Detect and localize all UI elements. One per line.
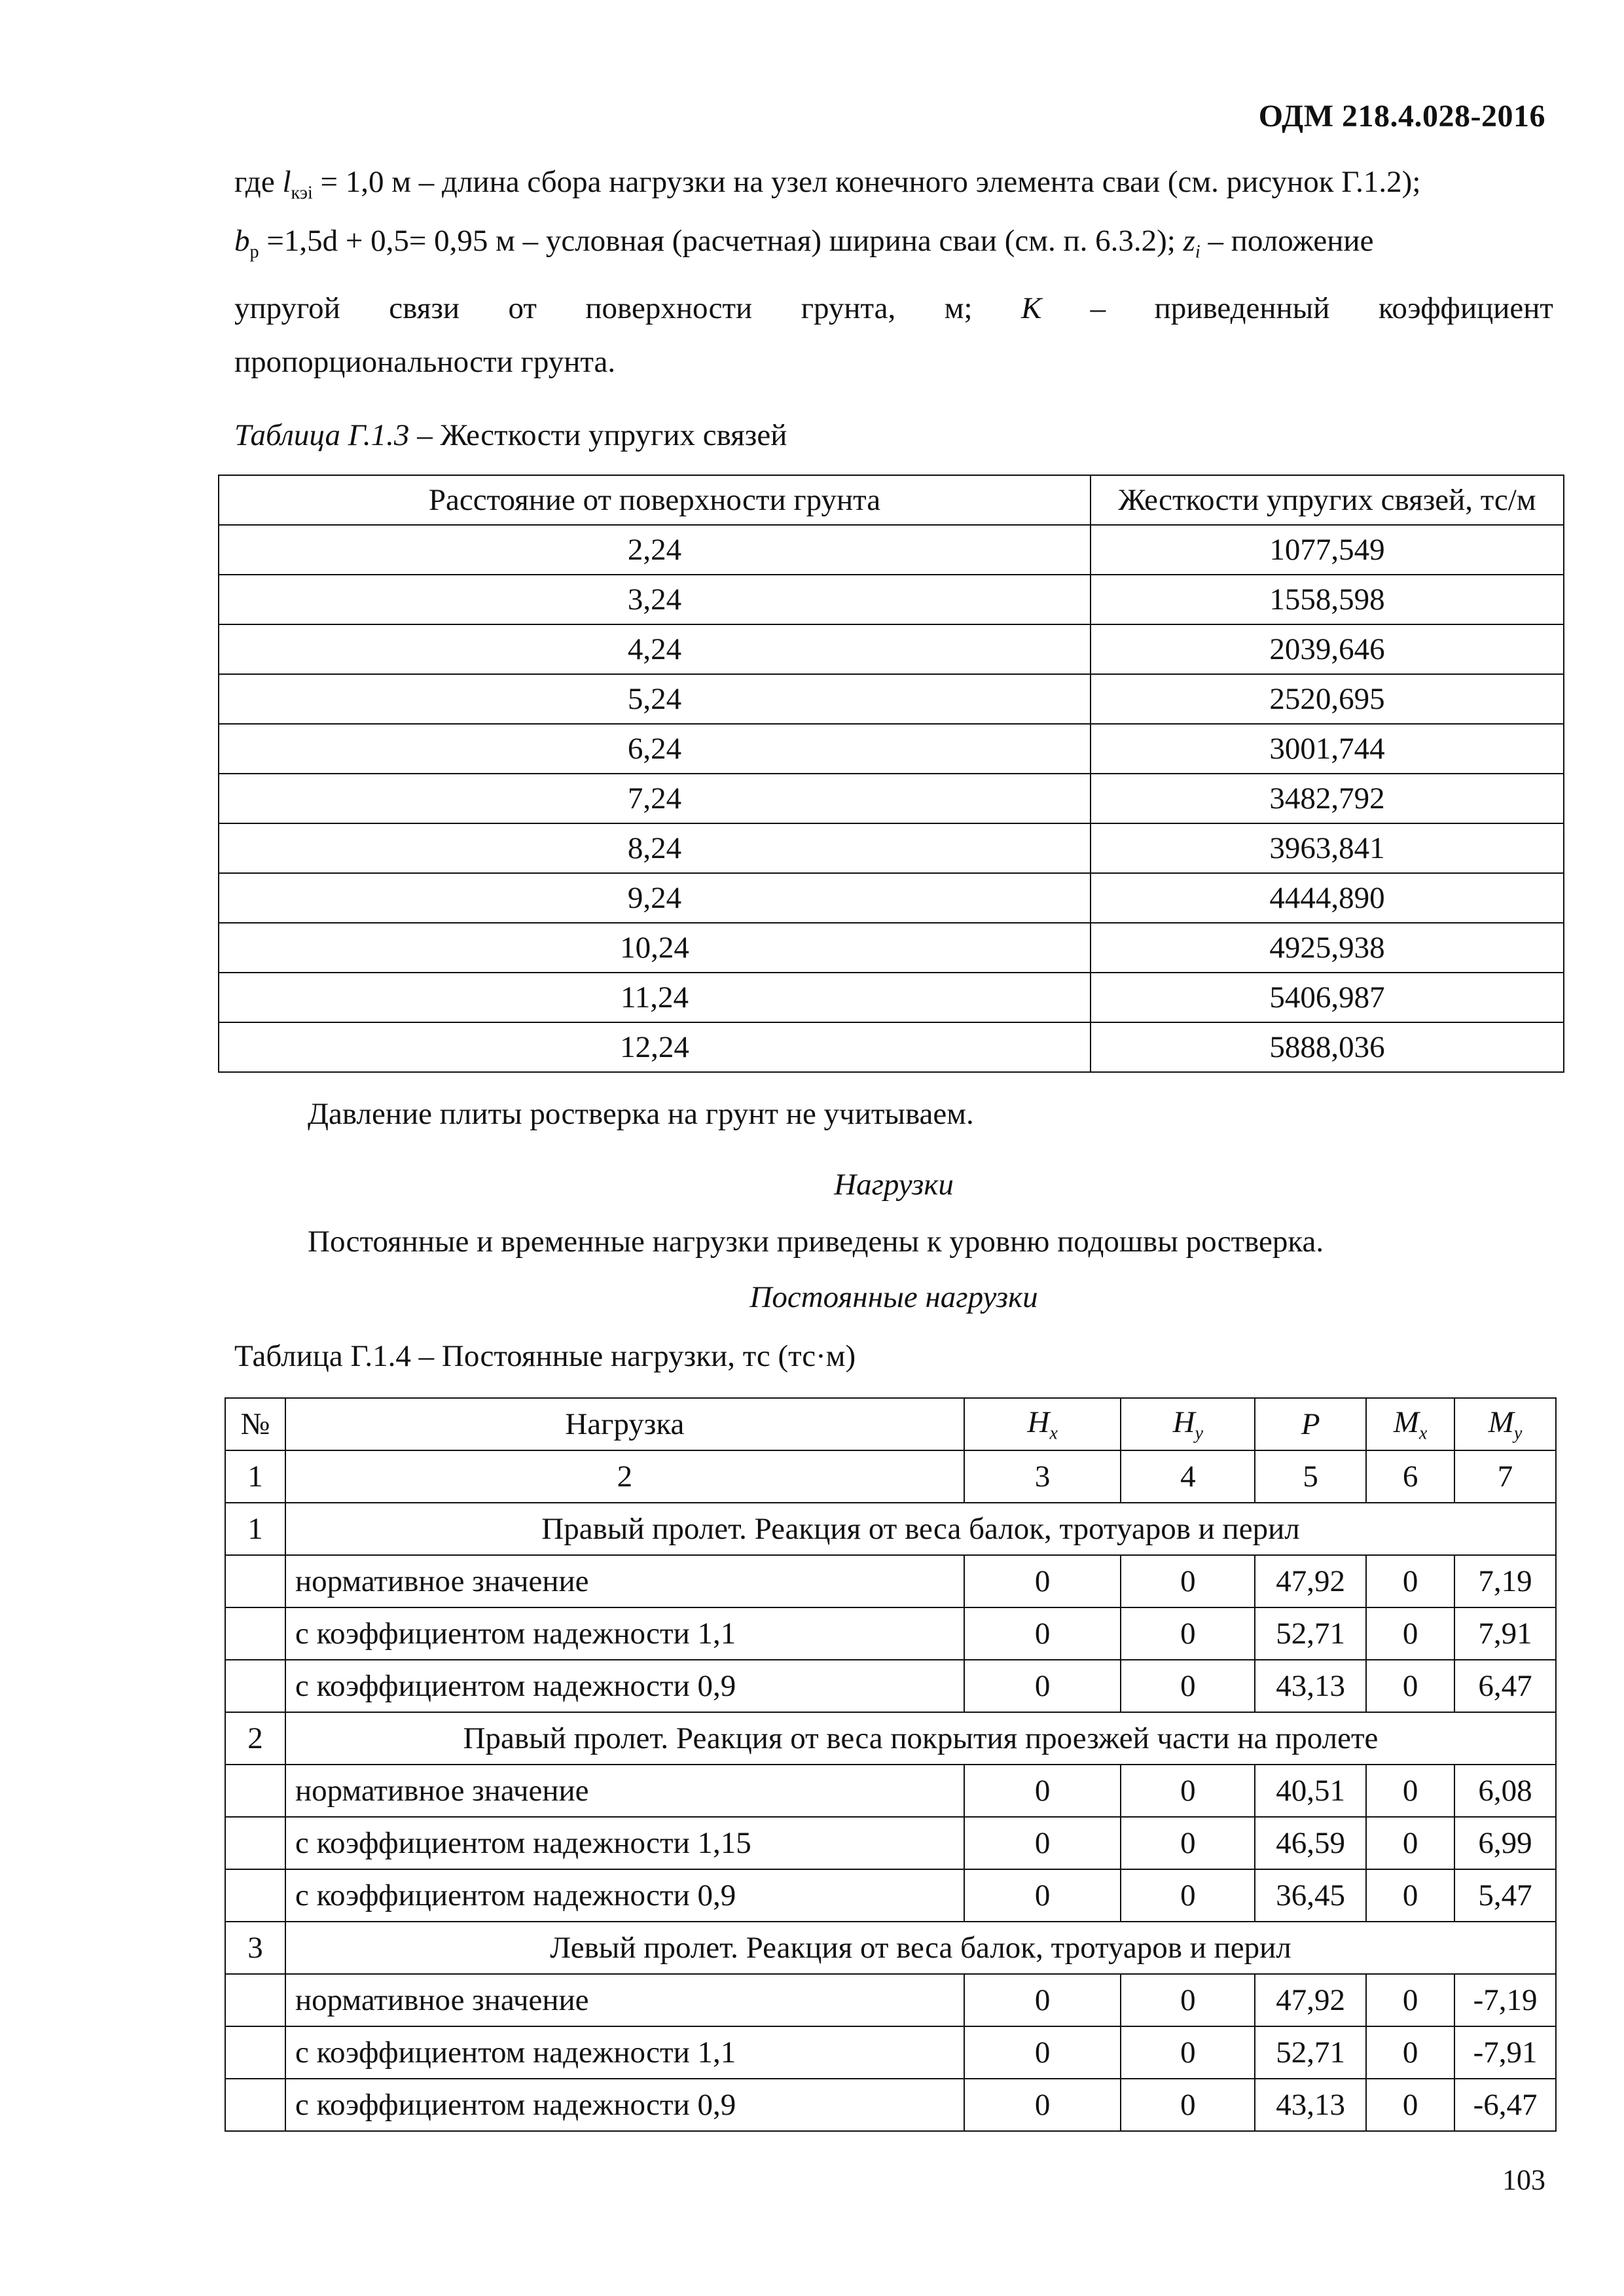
distance-cell: 8,24 bbox=[219, 823, 1091, 873]
load-value-cell: 46,59 bbox=[1255, 1817, 1366, 1869]
group-title-cell: Правый пролет. Реакция от веса балок, тротуаров и перил bbox=[285, 1503, 1556, 1555]
table-row bbox=[219, 873, 1564, 923]
section-title-loads: Нагрузки bbox=[834, 1168, 954, 1202]
load-value-cell: 0 bbox=[964, 1869, 1121, 1922]
load-value-cell: 0 bbox=[1121, 1607, 1255, 1660]
intro-line-4: пропорциональности грунта. bbox=[234, 345, 616, 379]
distance-cell: 10,24 bbox=[219, 923, 1091, 973]
stiffness-cell: 2520,695 bbox=[1091, 674, 1564, 724]
load-value-cell: 36,45 bbox=[1255, 1869, 1366, 1922]
load-value-cell: 0 bbox=[1366, 1869, 1454, 1922]
table-row bbox=[219, 973, 1564, 1022]
load-label-cell: нормативное значение bbox=[285, 1555, 964, 1607]
load-value-cell: 0 bbox=[964, 2079, 1121, 2131]
distance-cell: 11,24 bbox=[219, 973, 1091, 1022]
load-label-cell: с коэффициентом надежности 0,9 bbox=[285, 2079, 964, 2131]
empty-number-cell bbox=[225, 1555, 285, 1607]
table-row bbox=[225, 1974, 1556, 2026]
intro-word: связи bbox=[389, 291, 460, 325]
load-value-cell: 47,92 bbox=[1255, 1555, 1366, 1607]
load-value-cell: 0 bbox=[1121, 1660, 1255, 1712]
load-value-cell: -7,19 bbox=[1454, 1974, 1556, 2026]
permanent-loads-table bbox=[225, 1397, 1557, 2132]
table-header-row bbox=[225, 1398, 1556, 1450]
stiffness-cell: 3001,744 bbox=[1091, 724, 1564, 774]
stiffness-table bbox=[218, 475, 1564, 1073]
load-value-cell: -6,47 bbox=[1454, 2079, 1556, 2131]
load-value-cell: 6,08 bbox=[1454, 1765, 1556, 1817]
intro-word: – bbox=[1090, 291, 1106, 325]
column-number-cell: 7 bbox=[1454, 1450, 1556, 1503]
column-number-cell: 1 bbox=[225, 1450, 285, 1503]
group-title-cell: Левый пролет. Реакция от веса балок, тротуаров и перил bbox=[285, 1922, 1556, 1974]
load-value-cell: 0 bbox=[1366, 1555, 1454, 1607]
distance-cell: 7,24 bbox=[219, 774, 1091, 823]
column-header-my: $M_y$ bbox=[1454, 1398, 1556, 1450]
table-row bbox=[225, 2079, 1556, 2131]
stiffness-cell: 3482,792 bbox=[1091, 774, 1564, 823]
soil-pressure-note: Давление плиты ростверка на грунт не учитываем. bbox=[308, 1097, 974, 1131]
table1-caption: Таблица Г.1.3 – Жесткости упругих связей bbox=[234, 418, 787, 452]
intro-word: грунта, bbox=[801, 291, 896, 325]
stiffness-cell: 5888,036 bbox=[1091, 1022, 1564, 1072]
table-row bbox=[219, 774, 1564, 823]
empty-number-cell bbox=[225, 2026, 285, 2079]
column-header-p: P bbox=[1255, 1398, 1366, 1450]
empty-number-cell bbox=[225, 1607, 285, 1660]
load-value-cell: 0 bbox=[1366, 1765, 1454, 1817]
column-number-cell: 3 bbox=[964, 1450, 1121, 1503]
group-title-cell: Правый пролет. Реакция от веса покрытия проезжей части на пролете bbox=[285, 1712, 1556, 1765]
column-number-cell: 2 bbox=[285, 1450, 964, 1503]
column-header-number: № bbox=[225, 1398, 285, 1450]
table-row bbox=[219, 923, 1564, 973]
load-value-cell: 7,91 bbox=[1454, 1607, 1556, 1660]
distance-cell: 12,24 bbox=[219, 1022, 1091, 1072]
stiffness-cell: 2039,646 bbox=[1091, 624, 1564, 674]
intro-line-2: $b_р =1,5d + 0,5= 0,95$ м – условная (расчетная) ширина сваи (см. п. 6.3.2); $z_i$ – положение bbox=[234, 224, 1374, 262]
load-value-cell: 0 bbox=[1366, 1974, 1454, 2026]
table-row bbox=[225, 1817, 1556, 1869]
table-row bbox=[225, 1660, 1556, 1712]
table-row bbox=[225, 2026, 1556, 2079]
table-row bbox=[225, 1607, 1556, 1660]
load-value-cell: 43,13 bbox=[1255, 1660, 1366, 1712]
table-row bbox=[219, 674, 1564, 724]
load-value-cell: 0 bbox=[1121, 2026, 1255, 2079]
empty-number-cell bbox=[225, 2079, 285, 2131]
load-value-cell: 6,99 bbox=[1454, 1817, 1556, 1869]
load-value-cell: 0 bbox=[1121, 1817, 1255, 1869]
table-row bbox=[219, 1022, 1564, 1072]
load-value-cell: 52,71 bbox=[1255, 2026, 1366, 2079]
load-label-cell: с коэффициентом надежности 1,1 bbox=[285, 1607, 964, 1660]
load-value-cell: 0 bbox=[1121, 2079, 1255, 2131]
load-value-cell: 7,19 bbox=[1454, 1555, 1556, 1607]
distance-cell: 4,24 bbox=[219, 624, 1091, 674]
load-value-cell: 0 bbox=[964, 1817, 1121, 1869]
empty-number-cell bbox=[225, 1974, 285, 2026]
table-row bbox=[225, 1765, 1556, 1817]
load-value-cell: 0 bbox=[964, 1974, 1121, 2026]
group-row bbox=[225, 1503, 1556, 1555]
load-value-cell: 0 bbox=[1121, 1869, 1255, 1922]
intro-word: от bbox=[508, 291, 537, 325]
table-row bbox=[225, 1869, 1556, 1922]
document-code-header: ОДМ 218.4.028-2016 bbox=[1258, 99, 1545, 134]
stiffness-cell: 1558,598 bbox=[1091, 575, 1564, 624]
page-number: 103 bbox=[1502, 2164, 1545, 2196]
load-value-cell: 40,51 bbox=[1255, 1765, 1366, 1817]
table-row bbox=[225, 1555, 1556, 1607]
distance-cell: 5,24 bbox=[219, 674, 1091, 724]
distance-cell: 2,24 bbox=[219, 525, 1091, 575]
load-value-cell: 0 bbox=[1121, 1555, 1255, 1607]
column-header-stiffness: Жесткости упругих связей, тс/м bbox=[1091, 475, 1564, 525]
table-row bbox=[219, 724, 1564, 774]
load-label-cell: с коэффициентом надежности 1,15 bbox=[285, 1817, 964, 1869]
intro-line-3 bbox=[234, 293, 1553, 324]
intro-line-1: где $l_{кэi} = 1,0$ м – длина сбора нагрузки на узел конечного элемента сваи (см. рисунок Г.1.2); bbox=[234, 165, 1421, 204]
table-row bbox=[219, 624, 1564, 674]
empty-number-cell bbox=[225, 1765, 285, 1817]
column-number-cell: 4 bbox=[1121, 1450, 1255, 1503]
empty-number-cell bbox=[225, 1869, 285, 1922]
table-header-row bbox=[219, 475, 1564, 525]
column-number-cell: 5 bbox=[1255, 1450, 1366, 1503]
section-title-permanent-loads: Постоянные нагрузки bbox=[749, 1280, 1038, 1314]
load-value-cell: 0 bbox=[1121, 1765, 1255, 1817]
stiffness-cell: 5406,987 bbox=[1091, 973, 1564, 1022]
load-value-cell: 0 bbox=[1366, 2079, 1454, 2131]
table-row bbox=[219, 575, 1564, 624]
load-value-cell: 52,71 bbox=[1255, 1607, 1366, 1660]
load-label-cell: с коэффициентом надежности 1,1 bbox=[285, 2026, 964, 2079]
empty-number-cell bbox=[225, 1660, 285, 1712]
column-header-distance: Расстояние от поверхности грунта bbox=[219, 475, 1091, 525]
load-label-cell: нормативное значение bbox=[285, 1974, 964, 2026]
group-row bbox=[225, 1712, 1556, 1765]
load-value-cell: 47,92 bbox=[1255, 1974, 1366, 2026]
load-label-cell: с коэффициентом надежности 0,9 bbox=[285, 1660, 964, 1712]
group-number-cell: 2 bbox=[225, 1712, 285, 1765]
column-header-hy: $H_y$ bbox=[1121, 1398, 1255, 1450]
group-number-cell: 1 bbox=[225, 1503, 285, 1555]
column-header-hx: $H_x$ bbox=[964, 1398, 1121, 1450]
load-value-cell: 0 bbox=[964, 1765, 1121, 1817]
load-value-cell: 0 bbox=[1366, 2026, 1454, 2079]
intro-word: упругой bbox=[234, 291, 340, 325]
distance-cell: 9,24 bbox=[219, 873, 1091, 923]
intro-word: коэффициент bbox=[1378, 291, 1553, 325]
load-value-cell: 0 bbox=[964, 1660, 1121, 1712]
table-row bbox=[219, 525, 1564, 575]
loads-paragraph: Постоянные и временные нагрузки приведены к уровню подошвы ростверка. bbox=[308, 1225, 1324, 1259]
table2-caption: Таблица Г.1.4 – Постоянные нагрузки, тс (тс·м) bbox=[234, 1339, 856, 1373]
empty-number-cell bbox=[225, 1817, 285, 1869]
column-header-load: Нагрузка bbox=[285, 1398, 964, 1450]
intro-word: К bbox=[1020, 291, 1042, 325]
load-value-cell: -7,91 bbox=[1454, 2026, 1556, 2079]
column-header-mx: $M_x$ bbox=[1366, 1398, 1454, 1450]
table-row bbox=[219, 823, 1564, 873]
distance-cell: 6,24 bbox=[219, 724, 1091, 774]
stiffness-cell: 1077,549 bbox=[1091, 525, 1564, 575]
load-value-cell: 0 bbox=[1121, 1974, 1255, 2026]
column-number-row bbox=[225, 1450, 1556, 1503]
stiffness-cell: 4444,890 bbox=[1091, 873, 1564, 923]
intro-word: поверхности bbox=[585, 291, 753, 325]
stiffness-cell: 4925,938 bbox=[1091, 923, 1564, 973]
group-number-cell: 3 bbox=[225, 1922, 285, 1974]
load-value-cell: 6,47 bbox=[1454, 1660, 1556, 1712]
stiffness-cell: 3963,841 bbox=[1091, 823, 1564, 873]
load-value-cell: 0 bbox=[964, 1607, 1121, 1660]
intro-word: приведенный bbox=[1154, 291, 1330, 325]
load-value-cell: 43,13 bbox=[1255, 2079, 1366, 2131]
intro-word: м; bbox=[944, 291, 973, 325]
group-row bbox=[225, 1922, 1556, 1974]
load-label-cell: с коэффициентом надежности 0,9 bbox=[285, 1869, 964, 1922]
column-number-cell: 6 bbox=[1366, 1450, 1454, 1503]
load-value-cell: 0 bbox=[1366, 1660, 1454, 1712]
load-value-cell: 0 bbox=[964, 1555, 1121, 1607]
distance-cell: 3,24 bbox=[219, 575, 1091, 624]
load-label-cell: нормативное значение bbox=[285, 1765, 964, 1817]
load-value-cell: 0 bbox=[964, 2026, 1121, 2079]
load-value-cell: 5,47 bbox=[1454, 1869, 1556, 1922]
load-value-cell: 0 bbox=[1366, 1817, 1454, 1869]
load-value-cell: 0 bbox=[1366, 1607, 1454, 1660]
